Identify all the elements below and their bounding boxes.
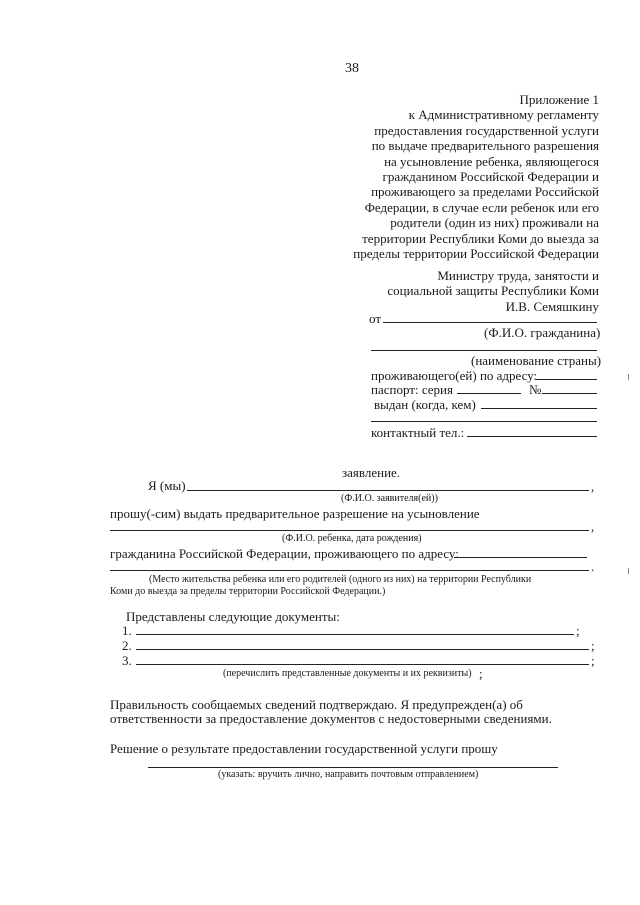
address-field[interactable]: [536, 379, 597, 380]
appendix-line: предоставления государственной услуги: [374, 122, 599, 138]
residence-caption-2: Коми до выезда за пределы территории Российской Федерации.): [110, 586, 386, 597]
applicant-caption: (Ф.И.О. заявителя(ей)): [341, 493, 438, 504]
scan-mark: [628, 374, 629, 380]
appendix-line: Федерации, в случае если ребенок или его: [364, 199, 599, 215]
fio-caption: (Ф.И.О. гражданина): [484, 325, 601, 340]
country-caption: (наименование страны): [471, 353, 602, 368]
passport-label: паспорт: серия: [371, 382, 453, 397]
number-sign: №: [529, 382, 542, 397]
country-field[interactable]: [371, 350, 597, 351]
from-label: от: [369, 311, 382, 326]
appendix-line: проживающего за пределами Российской: [371, 184, 599, 200]
document-number: 3.: [122, 653, 132, 668]
request-line: прошу(-сим) выдать предварительное разрешение на усыновление: [110, 506, 480, 521]
delivery-caption: (указать: вручить лично, направить почтовым отправлением): [218, 769, 479, 780]
decision-line: Решение о результате предоставлении государственной услуги прошу: [110, 741, 498, 756]
residence-caption-1: (Место жительства ребенка или его родителей (одного из них) на территории Республики: [149, 574, 532, 585]
scan-mark: [628, 568, 629, 574]
appendix-line: гражданином Российской Федерации и: [382, 169, 599, 185]
residing-label: проживающего(ей) по адресу:: [371, 368, 538, 383]
addressee-line: И.В. Семяшкину: [505, 298, 599, 314]
addressee-block: [387, 268, 599, 314]
document-end: ;: [591, 638, 595, 653]
issued-field[interactable]: [481, 408, 597, 409]
phone-field[interactable]: [467, 436, 597, 437]
appendix-line: по выдаче предварительного разрешения: [371, 138, 599, 154]
appendix-line: пределы территории Российской Федерации: [353, 246, 599, 262]
appendix-header: [353, 92, 599, 261]
confirm-line-2: ответственности за предоставление документов с недостоверными сведениями.: [110, 711, 552, 726]
passport-series-field[interactable]: [457, 393, 521, 394]
document-3-field[interactable]: [136, 664, 589, 665]
form-title: заявление.: [342, 465, 401, 480]
appendix-line: к Административному регламенту: [408, 107, 599, 123]
appendix-line: территории Республики Коми до выезда за: [362, 230, 599, 246]
from-fio-field[interactable]: [383, 322, 597, 323]
issued-field-continued[interactable]: [371, 421, 597, 422]
documents-heading: Представлены следующие документы:: [126, 609, 340, 624]
delivery-field[interactable]: [148, 767, 558, 768]
confirm-line-1: Правильность сообщаемых сведений подтверждаю. Я предупрежден(а) об: [110, 697, 523, 712]
address-period: .: [591, 559, 595, 574]
child-comma: ,: [591, 519, 595, 534]
appendix-line: родители (один из них) проживали на: [390, 215, 599, 231]
phone-label: контактный тел.:: [371, 425, 465, 440]
addressee-line: Министру труда, занятости и: [437, 268, 599, 283]
child-field[interactable]: [110, 530, 589, 531]
citizen-line: гражданина Российской Федерации, проживающего по адресу:: [110, 546, 459, 561]
applicant-comma: ,: [591, 479, 595, 494]
appendix-line: Приложение 1: [519, 92, 599, 107]
document-end: ;: [576, 623, 580, 638]
citizen-address-field[interactable]: [454, 557, 587, 558]
applicant-label: Я (мы): [148, 478, 186, 493]
child-caption: (Ф.И.О. ребенка, дата рождения): [282, 533, 422, 544]
document-end: ;: [591, 653, 595, 668]
document-number: 1.: [122, 623, 132, 638]
document-number: 2.: [122, 638, 132, 653]
documents-caption-end: ;: [479, 666, 483, 681]
issued-label: выдан (когда, кем): [374, 397, 476, 412]
document-2-field[interactable]: [136, 649, 589, 650]
passport-number-field[interactable]: [542, 393, 597, 394]
applicant-field[interactable]: [187, 490, 589, 491]
page-number: 38: [345, 61, 359, 76]
documents-caption: (перечислить представленные документы и их реквизиты): [223, 668, 472, 679]
addressee-line: социальной защиты Республики Коми: [387, 283, 599, 299]
citizen-address-field-continued[interactable]: [110, 570, 589, 571]
document-1-field[interactable]: [136, 634, 574, 635]
appendix-line: на усыновление ребенка, являющегося: [384, 153, 599, 169]
